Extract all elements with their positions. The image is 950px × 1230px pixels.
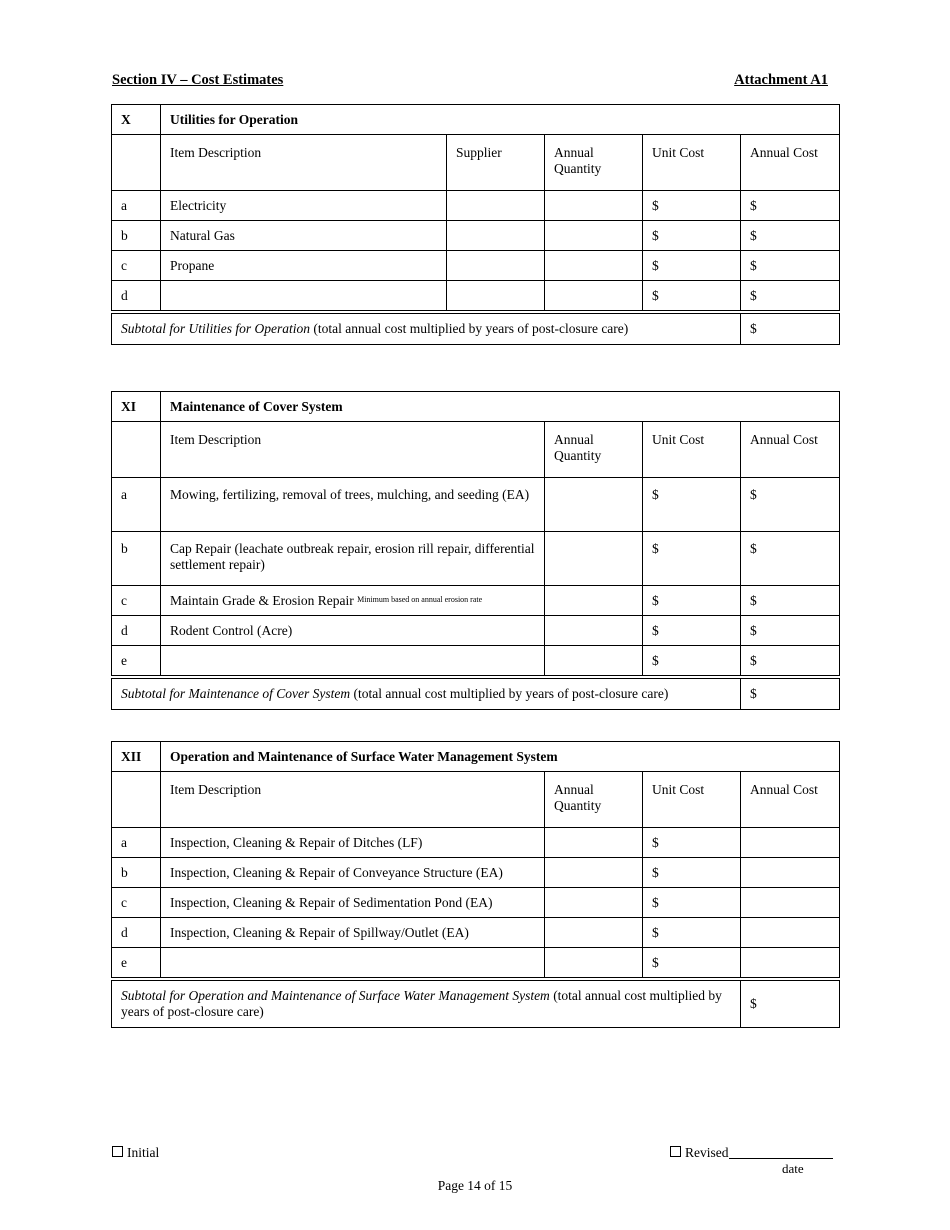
row-letter: e bbox=[112, 948, 161, 980]
table-row bbox=[112, 532, 840, 586]
annual-cost-field[interactable] bbox=[741, 888, 840, 918]
col-unit-cost: Unit Cost bbox=[643, 422, 741, 478]
col-annual-cost: Annual Cost bbox=[741, 135, 840, 191]
section-title: Maintenance of Cover System bbox=[161, 392, 840, 422]
row-letter: c bbox=[112, 251, 161, 281]
col-item-description: Item Description bbox=[161, 422, 545, 478]
row-letter: c bbox=[112, 586, 161, 616]
annual-quantity-field[interactable] bbox=[545, 586, 643, 616]
annual-quantity-field[interactable] bbox=[545, 646, 643, 678]
subtotal-text: Subtotal for Utilities for Operation (total annual cost multiplied by years of post-closure care) bbox=[112, 312, 741, 345]
subtotal-row bbox=[112, 677, 840, 710]
annual-cost-field[interactable]: $ bbox=[741, 478, 840, 532]
annual-cost-field[interactable]: $ bbox=[741, 646, 840, 678]
table-row bbox=[112, 918, 840, 948]
table-row bbox=[112, 251, 840, 281]
table-row bbox=[112, 281, 840, 313]
table-row bbox=[112, 888, 840, 918]
initial-label: Initial bbox=[127, 1145, 160, 1160]
col-unit-cost: Unit Cost bbox=[643, 135, 741, 191]
unit-cost-field[interactable]: $ bbox=[643, 586, 741, 616]
col-annual-quantity: Annual Quantity bbox=[545, 772, 643, 828]
section-number: XI bbox=[112, 392, 161, 422]
unit-cost-field[interactable]: $ bbox=[643, 828, 741, 858]
attachment-heading: Attachment A1 bbox=[734, 72, 828, 88]
table-row bbox=[112, 616, 840, 646]
col-annual-cost: Annual Cost bbox=[741, 422, 840, 478]
row-letter: e bbox=[112, 646, 161, 678]
section-heading: Section IV – Cost Estimates bbox=[112, 72, 284, 88]
row-letter: d bbox=[112, 281, 161, 313]
initial-option[interactable] bbox=[112, 1145, 159, 1161]
subtotal-field[interactable]: $ bbox=[741, 312, 840, 345]
table-row bbox=[112, 646, 840, 678]
row-letter: a bbox=[112, 191, 161, 221]
item-description: Maintain Grade & Erosion Repair $^{Minimum based on annual erosion rate}$ bbox=[161, 586, 545, 616]
col-annual-quantity: Annual Quantity bbox=[545, 422, 643, 478]
annual-quantity-field[interactable] bbox=[545, 828, 643, 858]
section-number: XII bbox=[112, 742, 161, 772]
row-letter: b bbox=[112, 858, 161, 888]
date-label: date bbox=[782, 1161, 804, 1176]
col-annual-cost: Annual Cost bbox=[741, 772, 840, 828]
supplier-field[interactable] bbox=[447, 281, 545, 313]
table-row bbox=[112, 191, 840, 221]
unit-cost-field[interactable]: $ bbox=[643, 646, 741, 678]
table-row bbox=[112, 948, 840, 980]
annual-quantity-field[interactable] bbox=[545, 191, 643, 221]
item-description: Inspection, Cleaning & Repair of Spillway/Outlet (EA) bbox=[161, 918, 545, 948]
row-letter: c bbox=[112, 888, 161, 918]
revised-checkbox[interactable] bbox=[670, 1146, 681, 1157]
row-letter: b bbox=[112, 532, 161, 586]
revised-date-field[interactable] bbox=[729, 1146, 833, 1159]
utilities-table bbox=[111, 104, 840, 345]
annual-quantity-field[interactable] bbox=[545, 858, 643, 888]
annual-quantity-field[interactable] bbox=[545, 888, 643, 918]
table-row bbox=[112, 586, 840, 616]
item-description: Natural Gas bbox=[161, 221, 447, 251]
col-annual-quantity: Annual Quantity bbox=[545, 135, 643, 191]
section-title: Utilities for Operation bbox=[161, 105, 840, 135]
row-letter: b bbox=[112, 221, 161, 251]
surface-water-table bbox=[111, 741, 840, 1028]
row-letter: d bbox=[112, 918, 161, 948]
unit-cost-field[interactable]: $ bbox=[643, 532, 741, 586]
unit-cost-field[interactable]: $ bbox=[643, 948, 741, 980]
row-letter: d bbox=[112, 616, 161, 646]
annual-quantity-field[interactable] bbox=[545, 478, 643, 532]
subtotal-row bbox=[112, 979, 840, 1028]
subtotal-text: Subtotal for Operation and Maintenance of Surface Water Management System (total annual cost multiplied by years of post-closure care) bbox=[112, 979, 741, 1028]
col-item-description: Item Description bbox=[161, 135, 447, 191]
item-description: Rodent Control (Acre) bbox=[161, 616, 545, 646]
initial-checkbox[interactable] bbox=[112, 1146, 123, 1157]
section-title: Operation and Maintenance of Surface Water Management System bbox=[161, 742, 840, 772]
subtotal-row bbox=[112, 312, 840, 345]
revised-label: Revised bbox=[685, 1145, 729, 1160]
annual-quantity-field[interactable] bbox=[545, 281, 643, 313]
annual-cost-field[interactable]: $ bbox=[741, 281, 840, 313]
subtotal-field[interactable]: $ bbox=[741, 979, 840, 1028]
unit-cost-field[interactable]: $ bbox=[643, 281, 741, 313]
unit-cost-field[interactable]: $ bbox=[643, 478, 741, 532]
annual-cost-field[interactable]: $ bbox=[741, 221, 840, 251]
annual-cost-field[interactable]: $ bbox=[741, 616, 840, 646]
row-letter: a bbox=[112, 478, 161, 532]
subtotal-field[interactable]: $ bbox=[741, 677, 840, 710]
supplier-field[interactable] bbox=[447, 251, 545, 281]
annual-cost-field[interactable]: $ bbox=[741, 191, 840, 221]
item-description: Electricity bbox=[161, 191, 447, 221]
col-supplier: Supplier bbox=[447, 135, 545, 191]
annual-quantity-field[interactable] bbox=[545, 221, 643, 251]
item-description: Inspection, Cleaning & Repair of Ditches (LF) bbox=[161, 828, 545, 858]
table-row bbox=[112, 221, 840, 251]
unit-cost-field[interactable]: $ bbox=[643, 888, 741, 918]
item-description: Propane bbox=[161, 251, 447, 281]
subtotal-text: Subtotal for Maintenance of Cover System (total annual cost multiplied by years of post-closure care) bbox=[112, 677, 741, 710]
annual-quantity-field[interactable] bbox=[545, 532, 643, 586]
item-description-field[interactable] bbox=[161, 948, 545, 980]
annual-cost-field[interactable]: $ bbox=[741, 251, 840, 281]
annual-quantity-field[interactable] bbox=[545, 616, 643, 646]
item-description: Inspection, Cleaning & Repair of Sedimentation Pond (EA) bbox=[161, 888, 545, 918]
unit-cost-field[interactable]: $ bbox=[643, 251, 741, 281]
supplier-field[interactable] bbox=[447, 191, 545, 221]
item-description: Cap Repair (leachate outbreak repair, erosion rill repair, differential settlement repair) bbox=[161, 532, 545, 586]
item-description-field[interactable] bbox=[161, 281, 447, 313]
unit-cost-field[interactable]: $ bbox=[643, 918, 741, 948]
item-description: Mowing, fertilizing, removal of trees, mulching, and seeding (EA) bbox=[161, 478, 545, 532]
page-number: Page 14 of 15 bbox=[437, 1178, 513, 1193]
superscript-note: Minimum based on annual erosion rate bbox=[357, 594, 483, 604]
annual-quantity-field[interactable] bbox=[545, 918, 643, 948]
supplier-field[interactable] bbox=[447, 221, 545, 251]
unit-cost-field[interactable]: $ bbox=[643, 221, 741, 251]
annual-cost-field[interactable] bbox=[741, 918, 840, 948]
table-row bbox=[112, 858, 840, 888]
row-letter: a bbox=[112, 828, 161, 858]
item-description: Inspection, Cleaning & Repair of Conveyance Structure (EA) bbox=[161, 858, 545, 888]
item-description-field[interactable] bbox=[161, 646, 545, 678]
revised-option[interactable] bbox=[670, 1145, 833, 1161]
col-unit-cost: Unit Cost bbox=[643, 772, 741, 828]
unit-cost-field[interactable]: $ bbox=[643, 616, 741, 646]
annual-cost-field[interactable] bbox=[741, 828, 840, 858]
annual-cost-field[interactable]: $ bbox=[741, 532, 840, 586]
annual-cost-field[interactable] bbox=[741, 858, 840, 888]
col-item-description: Item Description bbox=[161, 772, 545, 828]
table-row bbox=[112, 478, 840, 532]
cover-maintenance-table bbox=[111, 391, 840, 710]
unit-cost-field[interactable]: $ bbox=[643, 191, 741, 221]
annual-quantity-field[interactable] bbox=[545, 948, 643, 980]
table-row bbox=[112, 828, 840, 858]
unit-cost-field[interactable]: $ bbox=[643, 858, 741, 888]
section-number: X bbox=[112, 105, 161, 135]
annual-quantity-field[interactable] bbox=[545, 251, 643, 281]
annual-cost-field[interactable]: $ bbox=[741, 586, 840, 616]
annual-cost-field[interactable] bbox=[741, 948, 840, 980]
